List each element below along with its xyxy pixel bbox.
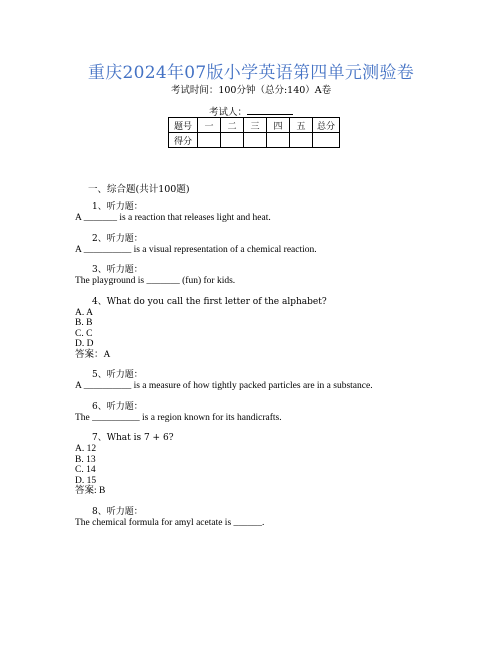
document-title: 重庆2024年07版小学英语第四单元测验卷 xyxy=(87,63,415,83)
question-option: B. 13 xyxy=(75,454,96,465)
score-table xyxy=(168,117,340,148)
question-item xyxy=(75,233,475,256)
question-head: 6、听力题： xyxy=(92,401,143,412)
question-head: 8、听力题： xyxy=(92,506,143,517)
question-option: A. 12 xyxy=(75,444,97,454)
question-option: A. A xyxy=(75,307,93,318)
score-cell: 五 xyxy=(290,118,313,133)
question-text: The chemical formula for amyl acetate is ______. xyxy=(75,517,265,528)
question-head: 5、听力题： xyxy=(92,370,143,380)
score-cell: 三 xyxy=(244,118,267,133)
question-option: D. 15 xyxy=(75,475,97,486)
section-title: 一、综合题(共计100题) xyxy=(88,184,190,195)
score-table-header-row xyxy=(169,118,340,133)
score-input-cell xyxy=(221,133,244,148)
question-item xyxy=(75,296,475,361)
question-item xyxy=(75,506,475,529)
question-head: 4、What do you call the first letter of the alphabet? xyxy=(92,296,327,307)
question-text: The __________ is a region known for its handicrafts. xyxy=(75,412,282,423)
question-head: 2、听力题： xyxy=(92,233,143,244)
question-item xyxy=(75,432,475,497)
examinee-label: 考试人： xyxy=(208,107,247,118)
score-cell: 总分 xyxy=(313,118,340,133)
exam-info: 考试时间：100分钟（总分:140）A卷 xyxy=(170,85,332,96)
examinee-blank xyxy=(247,104,293,115)
examinee-field xyxy=(0,104,502,118)
question-item xyxy=(75,264,475,287)
question-head: 7、What is 7 + 6? xyxy=(92,433,174,443)
question-head: 1、听力题： xyxy=(92,202,143,212)
question-answer: 答案: B xyxy=(75,486,106,496)
score-cell: 得分 xyxy=(169,133,198,148)
question-option: C. 14 xyxy=(75,465,96,475)
score-input-cell xyxy=(267,133,290,148)
score-cell: 四 xyxy=(267,118,290,133)
question-text: A __________ is a measure of how tightly packed particles are in a substance. xyxy=(75,381,373,391)
score-input-cell xyxy=(290,133,313,148)
question-item xyxy=(75,401,475,424)
question-text: A __________ is a visual representation of a chemical reaction. xyxy=(75,244,317,255)
question-option: B. B xyxy=(75,318,93,328)
question-text: The playground is _______ (fun) for kids. xyxy=(75,276,236,286)
question-item xyxy=(75,369,475,392)
question-item xyxy=(75,201,475,224)
score-cell: 二 xyxy=(221,118,244,133)
score-cell: 一 xyxy=(198,118,221,133)
question-list xyxy=(75,201,475,537)
score-input-cell xyxy=(313,133,340,148)
score-input-cell xyxy=(198,133,221,148)
score-cell: 题号 xyxy=(169,118,198,133)
score-input-cell xyxy=(244,133,267,148)
question-text: A _______ is a reaction that releases light and heat. xyxy=(75,213,271,223)
score-table-score-row xyxy=(169,133,340,148)
question-option: D. D xyxy=(75,339,94,349)
question-option: C. C xyxy=(75,328,93,339)
question-head: 3、听力题： xyxy=(92,265,143,275)
question-answer: 答案：A xyxy=(75,349,111,360)
